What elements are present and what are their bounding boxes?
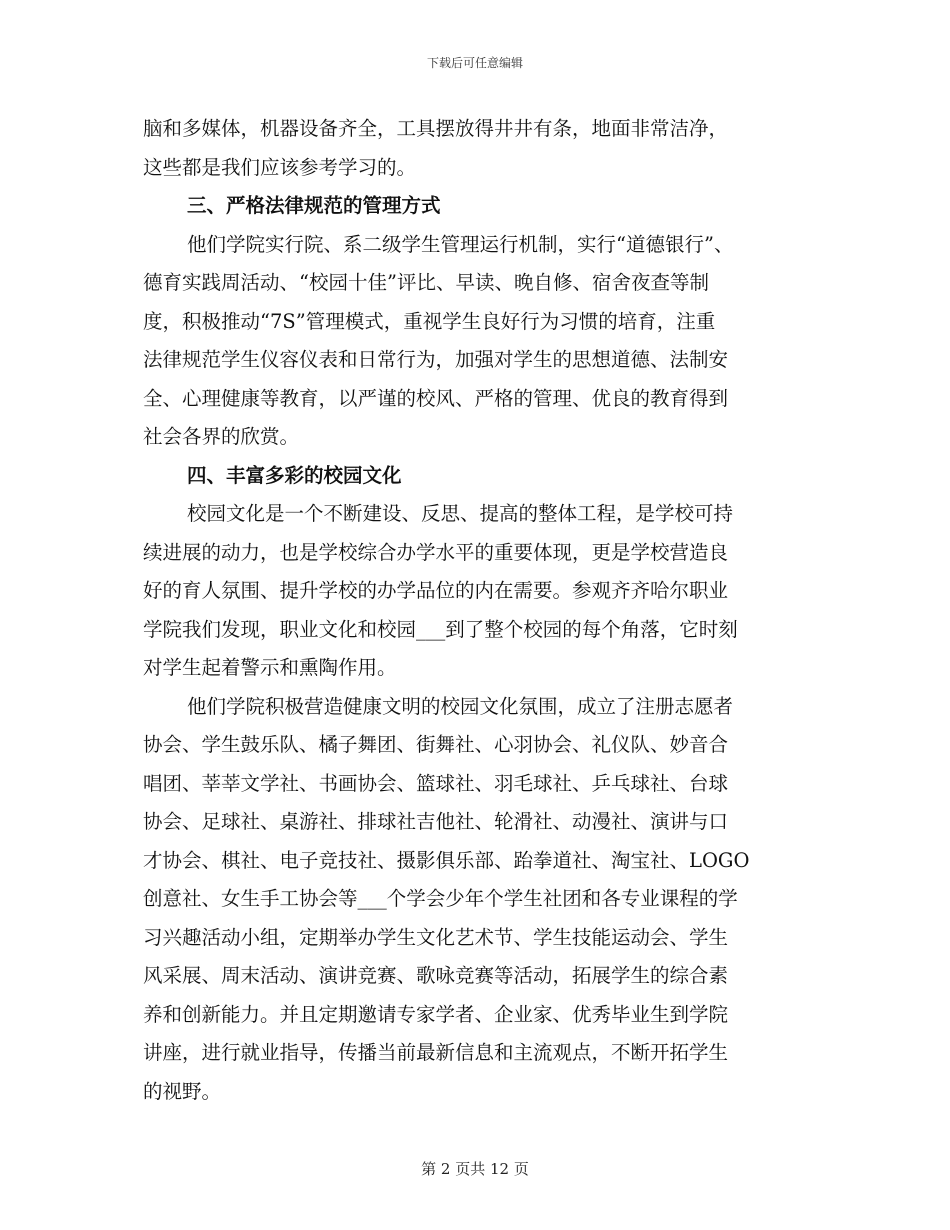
text-line: 协会、足球社、桌游社、排球社吉他社、轮滑社、动漫社、演讲与口 bbox=[143, 810, 729, 833]
text-line: 才协会、棋社、电子竞技社、摄影俱乐部、跆拳道社、淘宝社、LOGO bbox=[143, 848, 750, 872]
text-line: 对学生起着警示和熏陶作用。 bbox=[143, 656, 397, 679]
text-line: 法律规范学生仪容仪表和日常行为，加强对学生的思想道德、法制安 bbox=[143, 348, 729, 371]
page-footer: 第 2 页共 12 页 bbox=[421, 1160, 529, 1178]
text-line: 讲座，进行就业指导，传播当前最新信息和主流观点，不断开拓学生 bbox=[143, 1041, 729, 1064]
text-line: 协会、学生鼓乐队、橘子舞团、街舞社、心羽协会、礼仪队、妙音合 bbox=[143, 733, 729, 756]
text-line: 创意社、女生手工协会等___个学会少年个学生社团和各专业课程的学 bbox=[143, 887, 738, 910]
document-body bbox=[143, 110, 803, 1111]
text-line: 他们学院积极营造健康文明的校园文化氛围，成立了注册志愿者 bbox=[187, 694, 734, 718]
text-line: 的视野。 bbox=[143, 1079, 222, 1103]
text-line: 唱团、莘莘文学社、书画协会、篮球社、羽毛球社、乒乓球社、台球 bbox=[143, 771, 729, 795]
text-line: 续进展的动力，也是学校综合办学水平的重要体现，更是学校营造良 bbox=[143, 540, 729, 564]
text-line: 全、心理健康等教育，以严谨的校风、严格的管理、优良的教育得到 bbox=[143, 386, 729, 410]
text-line: 校园文化是一个不断建设、反思、提高的整体工程，是学校可持 bbox=[187, 502, 734, 525]
text-line: 学院我们发现，职业文化和校园___到了整个校园的每个角落，它时刻 bbox=[143, 617, 738, 641]
section-heading: 三、严格法律规范的管理方式 bbox=[187, 194, 441, 217]
text-line: 脑和多媒体，机器设备齐全，工具摆放得井井有条，地面非常洁净， bbox=[143, 117, 729, 140]
text-line: 社会各界的欣赏。 bbox=[143, 425, 300, 448]
page-header: 下载后可任意编辑 bbox=[426, 56, 523, 70]
text-line: 他们学院实行院、系二级学生管理运行机制，实行“道德银行”、 bbox=[187, 232, 734, 256]
section-heading: 四、丰富多彩的校园文化 bbox=[187, 463, 402, 487]
text-line: 风采展、周末活动、演讲竞赛、歌咏竞赛等活动，拓展学生的综合素 bbox=[143, 964, 729, 987]
text-line: 好的育人氛围、提升学校的办学品位的内在需要。参观齐齐哈尔职业 bbox=[143, 579, 729, 602]
text-line: 养和创新能力。并且定期邀请专家学者、企业家、优秀毕业生到学院 bbox=[143, 1002, 729, 1026]
text-line: 习兴趣活动小组，定期举办学生文化艺术节、学生技能运动会、学生 bbox=[143, 925, 729, 949]
text-line: 这些都是我们应该参考学习的。 bbox=[143, 155, 417, 179]
text-line: 德育实践周活动、“校园十佳”评比、早读、晚自修、宿舍夜查等制 bbox=[143, 271, 709, 294]
text-line: 度，积极推动“7S”管理模式，重视学生良好行为习惯的培育，注重 bbox=[143, 309, 716, 333]
